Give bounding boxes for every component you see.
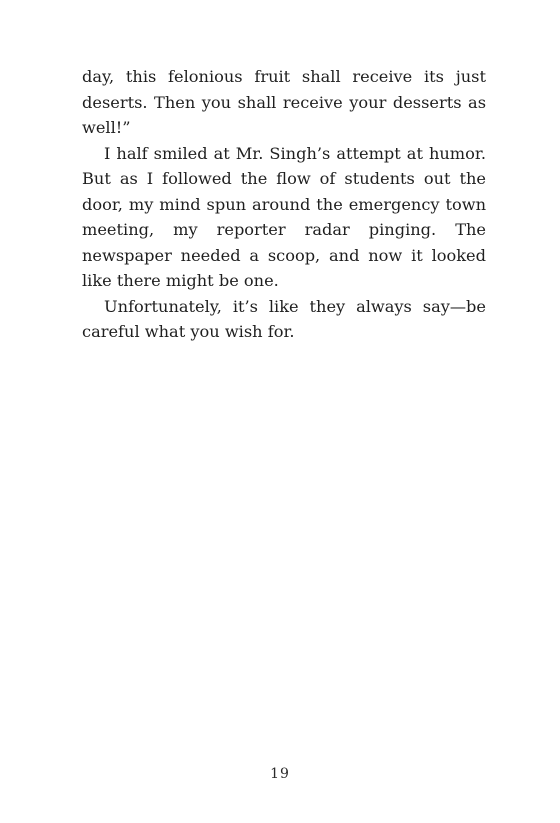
paragraph-continued: day, this felonious fruit shall receive its just deserts. Then you shall receive your desserts as well!” bbox=[82, 67, 486, 137]
page-number: 19 bbox=[270, 766, 290, 782]
page-body bbox=[82, 64, 486, 345]
paragraph-mr-singh-humor: I half smiled at Mr. Singh’s attempt at humor. But as I followed the flow of students out the door, my mind spun around the emergency town meeting, my reporter radar pinging. The newspaper needed a scoop, and now it looked like there might be one. bbox=[82, 143, 486, 290]
paragraph-careful-what-you-wish: Unfortunately, it’s like they always say—be careful what you wish for. bbox=[82, 296, 486, 341]
